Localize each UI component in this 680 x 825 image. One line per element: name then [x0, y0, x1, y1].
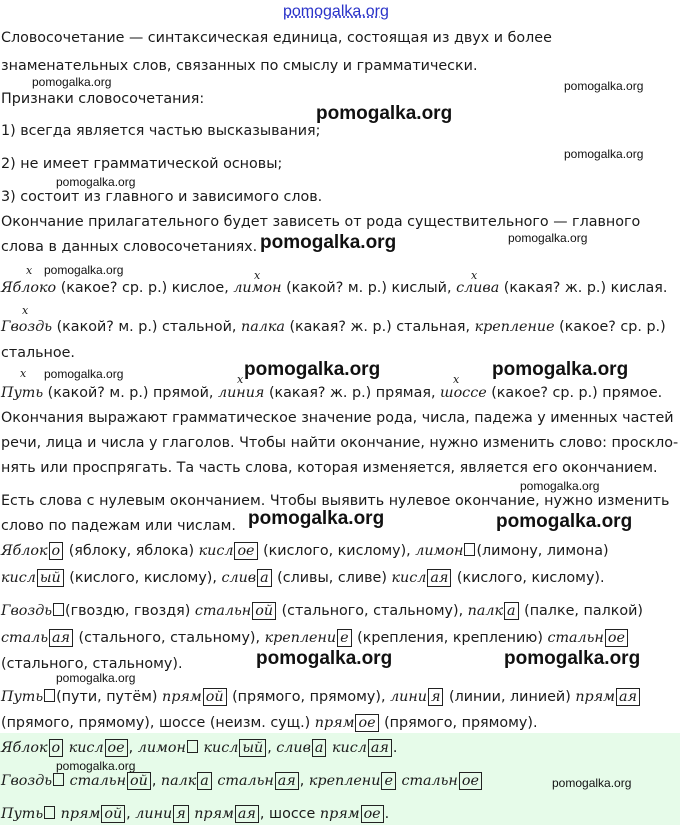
- analysis-line: [1, 687, 641, 707]
- endings-rule-line: Окончания выражают грамматическое значение рода, числа, падежа у именных частей: [1, 410, 674, 426]
- ending-box: ая: [275, 772, 299, 790]
- stem-mark: x: [26, 264, 33, 277]
- stem: лини: [135, 806, 173, 822]
- stem: лимон: [137, 740, 186, 756]
- watermark: pomogalka.org: [492, 359, 629, 380]
- ending-box: ой: [101, 805, 125, 823]
- ending-box: ое: [355, 714, 378, 732]
- separator: , шоссе: [259, 806, 316, 822]
- watermark: pomogalka.org: [256, 648, 393, 669]
- noun: шоссе: [440, 385, 487, 401]
- check-forms: (прямого, прямому), шоссе (неизм. сущ.): [1, 715, 311, 731]
- stem: Путь: [1, 689, 44, 705]
- check-forms: (палке, палкой): [524, 603, 643, 619]
- stem: стальн: [547, 630, 604, 646]
- question: (какая? ж. р.) стальная,: [289, 319, 471, 335]
- watermark: pomogalka.org: [44, 263, 124, 277]
- analysis-line: [1, 601, 643, 621]
- noun: Яблоко: [1, 280, 57, 296]
- ending-box: ая: [368, 739, 392, 757]
- noun: слива: [456, 280, 500, 296]
- noun: Гвоздь: [1, 319, 53, 335]
- watermark: pomogalka.org: [32, 75, 112, 89]
- zero-rule-line: Есть слова с нулевым окончанием. Чтобы выявить нулевое окончание, нужно изменить: [1, 493, 670, 509]
- check-forms: (прямого, прямому).: [384, 715, 538, 731]
- zero-ending-box: [187, 740, 198, 753]
- stem: кисл: [1, 570, 36, 586]
- watermark: pomogalka.org: [244, 359, 381, 380]
- sign-item: 3) состоит из главного и зависимого слов.: [1, 189, 323, 205]
- check-forms: (прямого, прямому),: [232, 689, 386, 705]
- stem: прям: [194, 806, 234, 822]
- answer-line: [1, 804, 389, 824]
- analysis-line: [1, 541, 609, 561]
- ending-box: ая: [49, 629, 73, 647]
- ending-box: ая: [427, 569, 451, 587]
- check-forms: (стального, стальному),: [78, 630, 261, 646]
- check-forms: (сливы, сливе): [277, 570, 387, 586]
- stem: прям: [319, 806, 360, 822]
- stem: стальн: [194, 603, 252, 619]
- stem: слив: [276, 740, 311, 756]
- ending-box: е: [337, 629, 351, 647]
- ending-box: а: [504, 602, 519, 620]
- watermark: pomogalka.org: [248, 508, 385, 529]
- stem: стальн: [69, 773, 126, 789]
- stem: креплени: [264, 630, 337, 646]
- stem: Яблок: [1, 740, 48, 756]
- zero-ending-box: [53, 603, 64, 616]
- check-forms: (пути, путём): [56, 689, 158, 705]
- ending-box: е: [381, 772, 395, 790]
- answer-line: [1, 771, 483, 791]
- definition-line: Словосочетание — синтаксическая единица, состоящая из двух и более: [1, 30, 552, 46]
- question: (какая? ж. р.) прямая,: [268, 385, 436, 401]
- ending-box: ой: [127, 772, 151, 790]
- zero-ending-box: [44, 806, 55, 819]
- analysis-line: [1, 628, 629, 648]
- sign-item: 1) всегда является частью высказывания;: [1, 123, 321, 139]
- stem: слив: [221, 570, 257, 586]
- ending-box: а: [312, 739, 327, 757]
- example-line: [1, 317, 666, 337]
- example-line: [1, 278, 667, 298]
- check-forms: (крепления, креплению): [357, 630, 543, 646]
- stem: кисл: [68, 740, 104, 756]
- example-line: [1, 383, 662, 403]
- ending-box: ой: [252, 602, 276, 620]
- ending-box: ый: [239, 739, 266, 757]
- ending-box: ая: [235, 805, 259, 823]
- signs-title: Признаки словосочетания:: [1, 91, 205, 107]
- watermark: pomogalka.org: [552, 776, 632, 790]
- ending-box: а: [257, 569, 272, 587]
- stem: лимон: [415, 543, 464, 559]
- answer-line: [1, 738, 397, 758]
- adjective-rule-line: слова в данных словосочетаниях.: [1, 239, 258, 255]
- question: (какой? м. р.) кислый,: [286, 280, 452, 296]
- check-forms: (линии, линией): [449, 689, 571, 705]
- question: (какое? ср. р.) кислое,: [60, 280, 229, 296]
- ending-box: я: [428, 688, 443, 706]
- question: (какое? ср. р.) прямое.: [491, 385, 663, 401]
- stem: прям: [60, 806, 101, 822]
- watermark: pomogalka.org: [564, 147, 644, 161]
- analysis-line: (стального, стальному).: [1, 656, 183, 672]
- check-forms: (кислого, кислому).: [456, 570, 605, 586]
- stem: кисл: [391, 570, 427, 586]
- ending-box: а: [197, 772, 212, 790]
- stem-mark: x: [254, 269, 261, 282]
- zero-ending-box: [464, 543, 475, 556]
- stem: прям: [575, 689, 616, 705]
- watermark: pomogalka.org: [520, 479, 600, 493]
- noun: лимон: [233, 280, 282, 296]
- ending-box: ый: [37, 569, 64, 587]
- watermark: pomogalka.org: [260, 232, 397, 253]
- ending-box: ой: [203, 688, 227, 706]
- check-forms: (кислого, кислому),: [263, 543, 411, 559]
- ending-box: я: [173, 805, 188, 823]
- watermark: pomogalka.org: [44, 367, 124, 381]
- ending-box: ое: [459, 772, 482, 790]
- watermark: pomogalka.org: [56, 175, 136, 189]
- stem: кисл: [332, 740, 367, 756]
- zero-ending-box: [53, 773, 64, 786]
- zero-rule-line: слово по падежам или числам.: [1, 518, 236, 534]
- separator: .: [392, 740, 398, 756]
- separator: ,: [299, 773, 305, 789]
- stem-mark: x: [453, 373, 460, 386]
- watermark: pomogalka.org: [508, 231, 588, 245]
- separator: ,: [151, 773, 157, 789]
- separator: ,: [128, 740, 134, 756]
- watermark: pomogalka.org: [504, 648, 641, 669]
- ending-box: о: [49, 739, 64, 757]
- sign-item: 2) не имеет грамматической основы;: [1, 156, 283, 172]
- watermark: pomogalka.org: [56, 671, 136, 685]
- check-forms: (кислого, кислому),: [69, 570, 217, 586]
- noun: Путь: [1, 385, 44, 401]
- zero-ending-box: [44, 689, 55, 702]
- noun: палка: [240, 319, 285, 335]
- separator: ,: [126, 806, 131, 822]
- stem: лини: [390, 689, 427, 705]
- stem: Гвоздь: [1, 773, 53, 789]
- ending-box: ое: [234, 542, 257, 560]
- watermark: pomogalka.org: [316, 103, 453, 124]
- question: (какой? м. р.) стальной,: [56, 319, 237, 335]
- noun: линия: [218, 385, 265, 401]
- stem: Яблок: [1, 543, 48, 559]
- watermark: pomogalka.org: [496, 511, 633, 532]
- example-line: стальное.: [1, 345, 75, 361]
- separator: ,: [267, 740, 272, 756]
- ending-box: о: [49, 542, 64, 560]
- watermark: pomogalka.org: [56, 759, 136, 773]
- question: (какой? м. р.) прямой,: [47, 385, 214, 401]
- stem: Гвоздь: [1, 603, 53, 619]
- stem-mark: x: [471, 269, 478, 282]
- noun: крепление: [474, 319, 555, 335]
- header-watermark-link[interactable]: pomogalka.org: [283, 3, 389, 20]
- stem-mark: x: [20, 367, 27, 380]
- stem: палк: [467, 603, 504, 619]
- stem: Путь: [1, 806, 44, 822]
- stem: сталь: [1, 630, 48, 646]
- ending-box: ое: [605, 629, 628, 647]
- stem: палк: [160, 773, 197, 789]
- stem: прям: [314, 715, 355, 731]
- adjective-rule-line: Окончание прилагательного будет зависеть от рода существительного — главного: [1, 214, 641, 230]
- definition-line: знаменательных слов, связанных по смыслу и грамматически.: [1, 58, 478, 74]
- stem-mark: x: [237, 373, 244, 386]
- question: (какая? ж. р.) кислая.: [503, 280, 668, 296]
- stem: кисл: [198, 543, 234, 559]
- check-forms: (стального, стальному),: [281, 603, 464, 619]
- check-forms: (лимону, лимона): [476, 543, 609, 559]
- watermark: pomogalka.org: [564, 79, 644, 93]
- check-forms: (гвоздю, гвоздя): [65, 603, 191, 619]
- separator: .: [384, 806, 390, 822]
- endings-rule-line: речи, лица и числа у глаголов. Чтобы найти окончание, нужно изменить слово: проскло-: [1, 435, 679, 451]
- check-forms: (яблоку, яблока): [68, 543, 195, 559]
- ending-box: ое: [361, 805, 384, 823]
- question: (какое? ср. р.): [559, 319, 666, 335]
- stem: стальн: [217, 773, 274, 789]
- stem: кисл: [203, 740, 239, 756]
- stem: стальн: [401, 773, 458, 789]
- analysis-line: [1, 713, 538, 733]
- stem: прям: [162, 689, 202, 705]
- analysis-line: [1, 568, 605, 588]
- endings-rule-line: нять или проспрягать. Та часть слова, которая изменяется, является его окончанием.: [1, 460, 658, 476]
- ending-box: ое: [105, 739, 128, 757]
- ending-box: ая: [616, 688, 640, 706]
- stem: креплени: [308, 773, 381, 789]
- stem-mark: x: [22, 304, 29, 317]
